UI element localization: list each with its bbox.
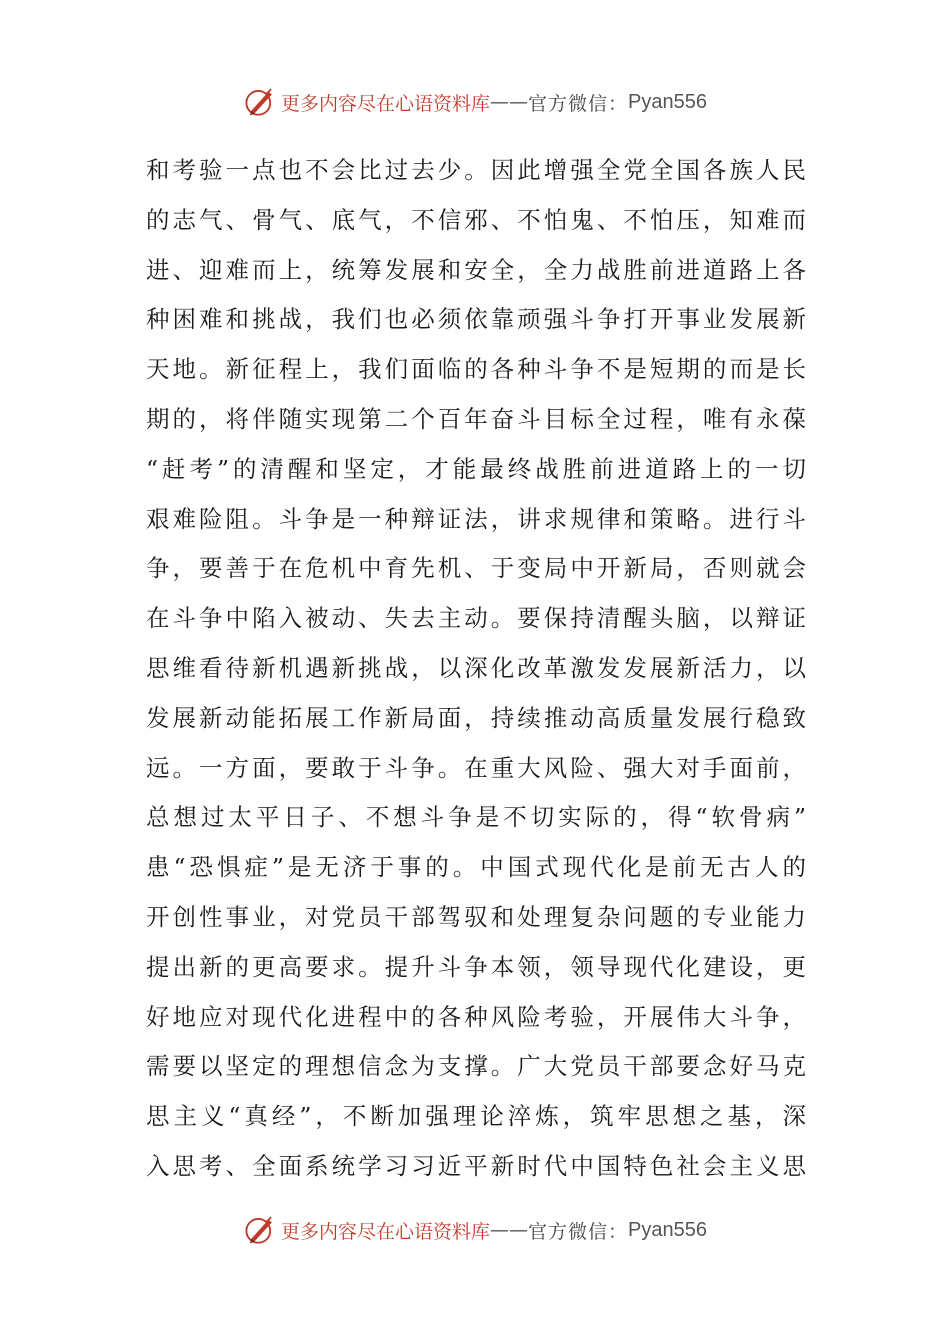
body-line: 在斗争中陷入被动、失去主动。要保持清醒头脑，以辩证 — [146, 604, 806, 633]
separator: —— — [490, 91, 529, 113]
body-line: 提出新的更高要求。提升斗争本领，领导现代化建设，更 — [146, 952, 806, 981]
body-line: 远。一方面，要敢于斗争。在重大风险、强大对手面前， — [146, 753, 806, 782]
wechat-label: 官方微信： — [528, 92, 629, 115]
body-line: 的志气、骨气、底气，不信邪、不怕鬼、不怕压，知难而 — [146, 205, 806, 234]
body-line: “赶考”的清醒和坚定，才能最终战胜前进道路上的一切 — [146, 454, 806, 483]
body-line: 发展新动能拓展工作新局面，持续推动高质量发展行稳致 — [146, 703, 806, 732]
body-line: 患“恐惧症”是无济于事的。中国式现代化是前无古人的 — [146, 853, 806, 882]
footer-banner — [0, 1210, 950, 1250]
body-line: 种困难和挑战，我们也必须依靠顽强斗争打开事业发展新 — [146, 305, 806, 334]
site-name: 更多内容尽在心语资料库 — [281, 92, 491, 115]
body-line: 开创性事业，对党员干部驾驭和处理复杂问题的专业能力 — [146, 902, 806, 931]
body-line: 思主义“真经”，不断加强理论淬炼，筑牢思想之基，深 — [146, 1102, 806, 1131]
body-line: 和考验一点也不会比过去少。因此增强全党全国各族人民 — [146, 156, 806, 184]
header-banner — [0, 82, 950, 122]
body-line: 艰难险阻。斗争是一种辩证法，讲求规律和策略。进行斗 — [146, 504, 806, 533]
wechat-id: Pyan556 — [628, 90, 707, 113]
body-line: 需要以坚定的理想信念为支撑。广大党员干部要念好马克 — [146, 1052, 806, 1081]
wechat-label: 官方微信： — [528, 1220, 629, 1243]
separator: —— — [490, 1219, 529, 1241]
document-body — [146, 146, 806, 1192]
body-line: 进、迎难而上，统筹发展和安全，全力战胜前进道路上各 — [146, 255, 806, 284]
body-line: 总想过太平日子、不想斗争是不切实际的，得“软骨病” — [146, 803, 806, 832]
site-name: 更多内容尽在心语资料库 — [281, 1220, 491, 1243]
body-line: 好地应对现代化进程中的各种风险考验，开展伟大斗争， — [146, 1002, 806, 1031]
body-line: 期的，将伴随实现第二个百年奋斗目标全过程，唯有永葆 — [146, 404, 806, 433]
body-line: 争，要善于在危机中育先机、于变局中开新局，否则就会 — [146, 554, 806, 583]
pen-logo-icon — [243, 1213, 277, 1247]
body-line: 入思考、全面系统学习习近平新时代中国特色社会主义思 — [146, 1151, 806, 1180]
body-line: 天地。新征程上，我们面临的各种斗争不是短期的而是长 — [146, 355, 806, 384]
pen-logo-icon — [243, 85, 277, 119]
wechat-id: Pyan556 — [628, 1218, 707, 1241]
body-line: 思维看待新机遇新挑战，以深化改革激发发展新活力，以 — [146, 653, 806, 682]
